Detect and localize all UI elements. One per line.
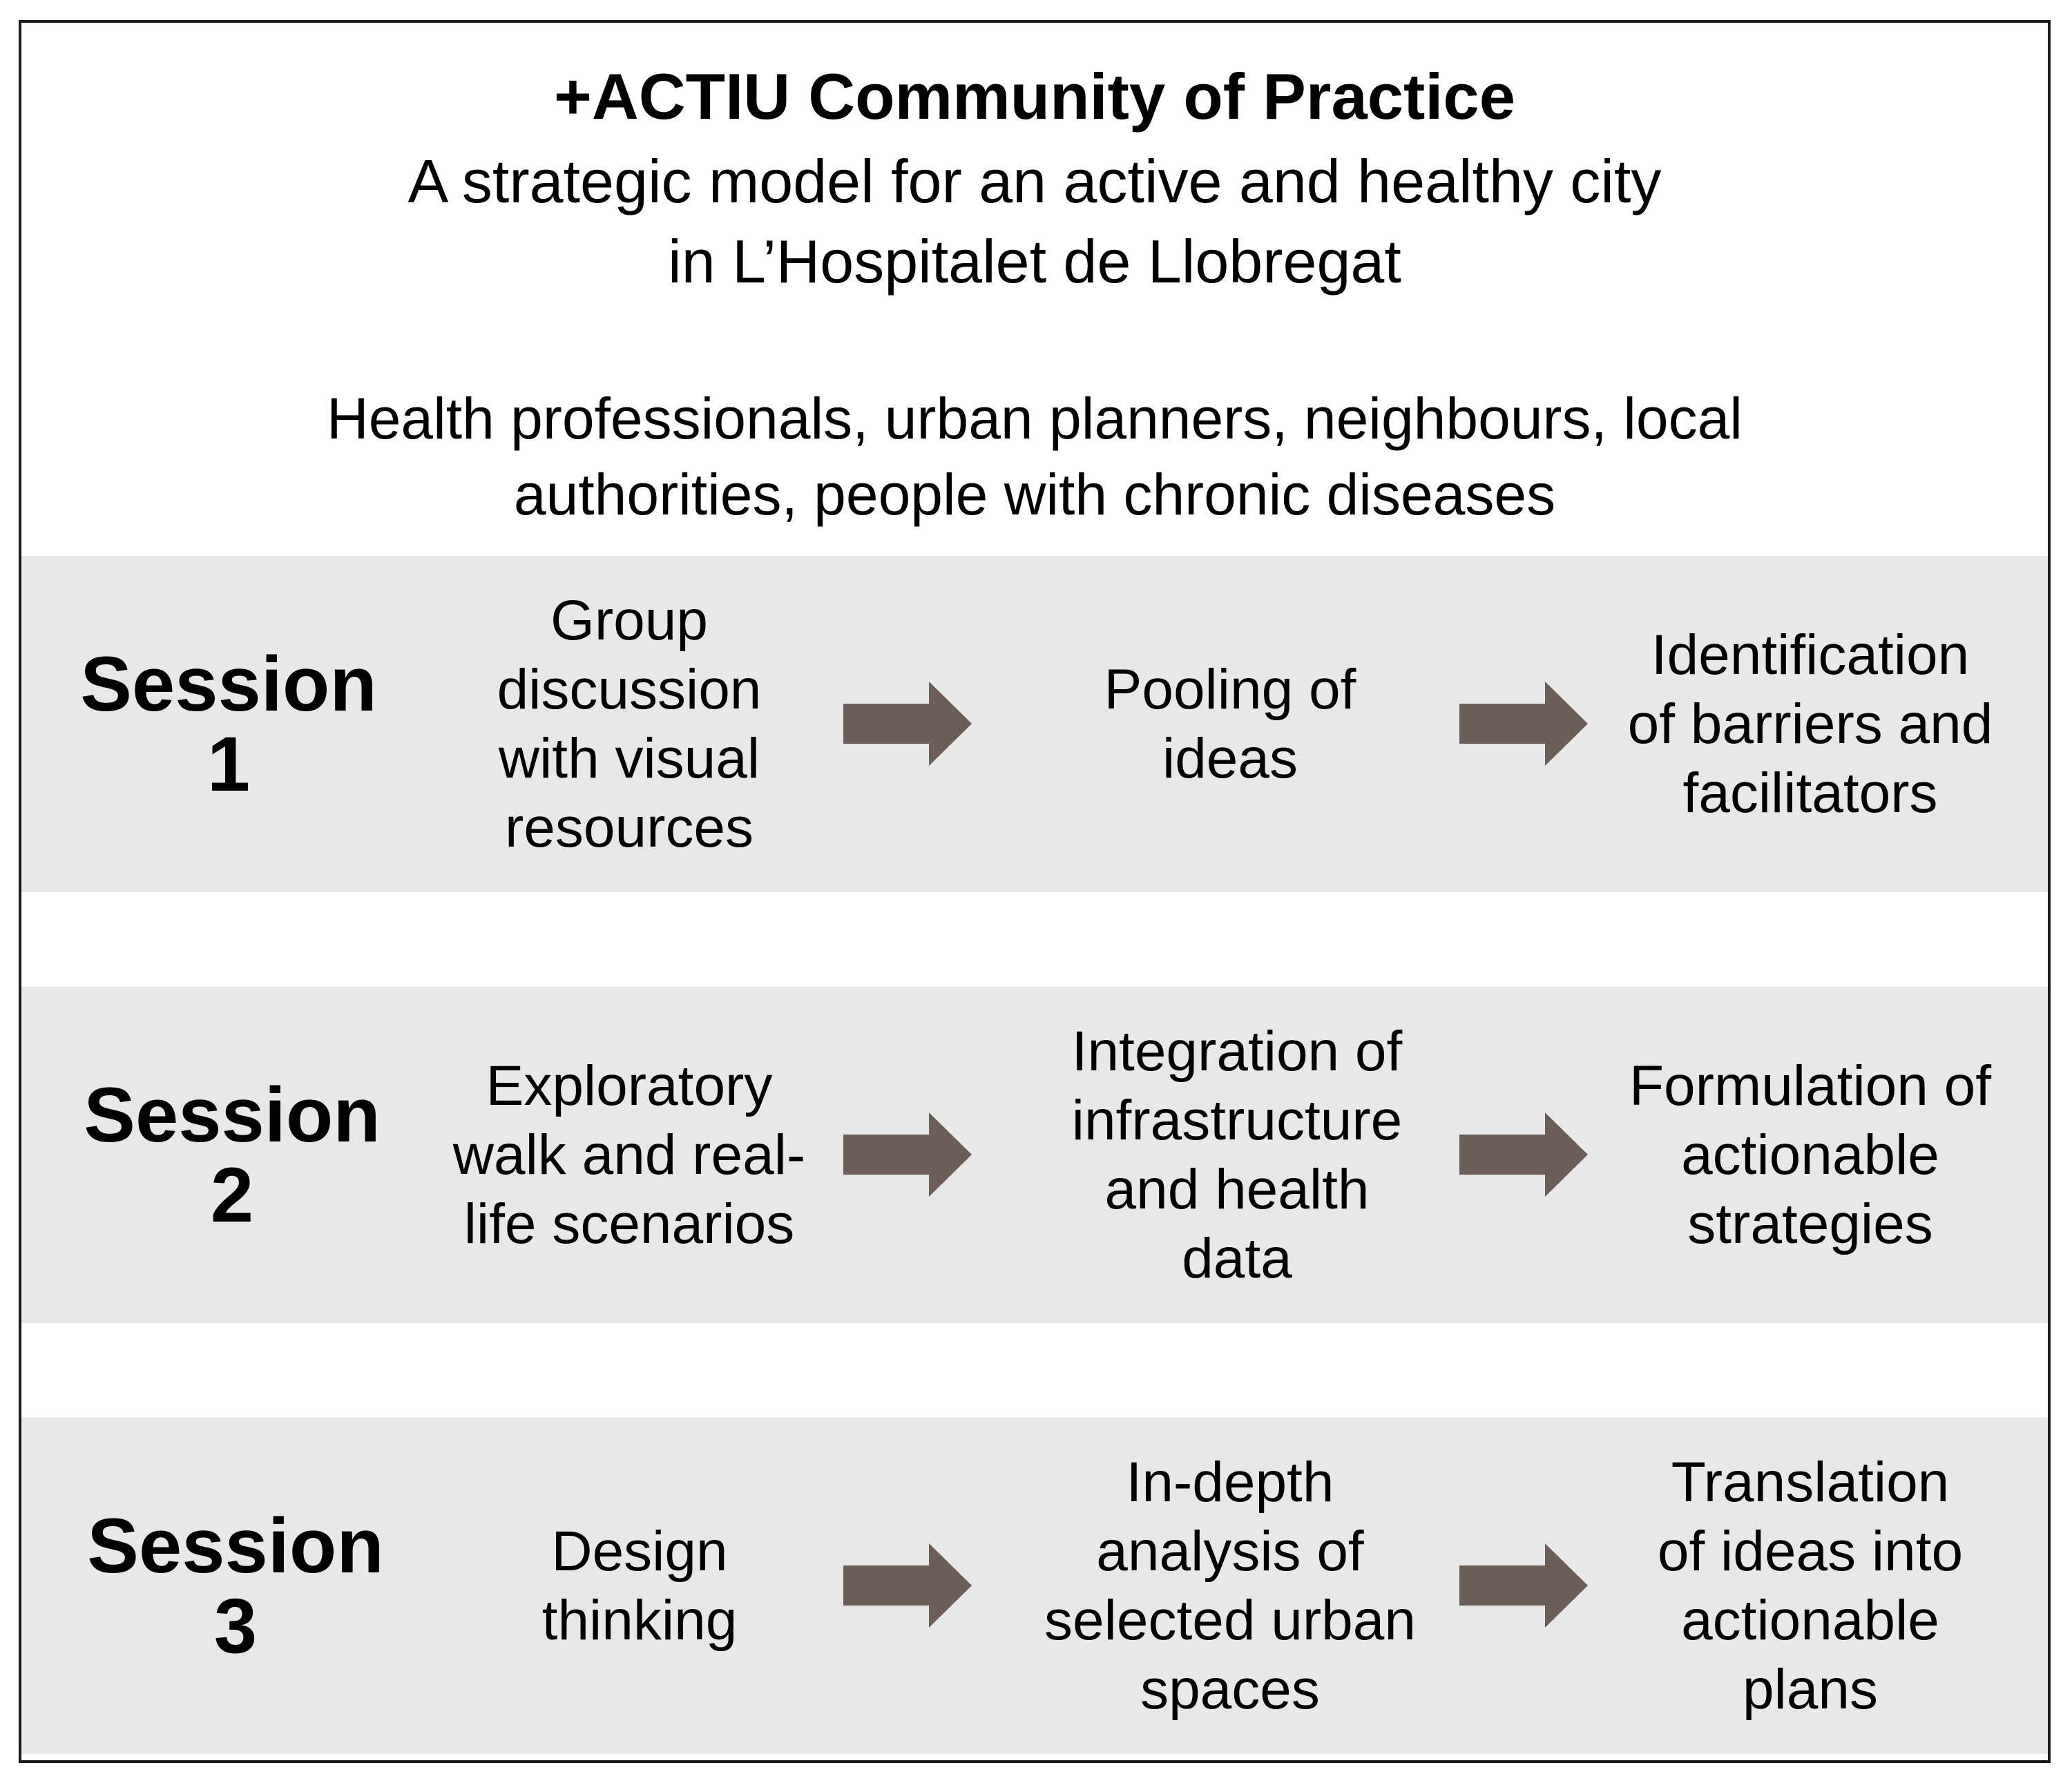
session-1-band [21,556,2048,892]
session-1-step-2: Pooling of ideas [1104,657,1356,790]
session-3-step-1: Design thinking [541,1519,738,1652]
right-arrow-icon [1459,682,1588,766]
session-2-step-1: Exploratory walk and real- life scenarios [452,1054,806,1255]
session-3-band [21,1418,2048,1754]
session-1-step-3: Identification of barriers and facilitators [1627,623,1993,825]
right-arrow-icon [1459,1112,1588,1197]
session-2-step-2: Integration of infrastructure and health data [1071,1019,1403,1290]
session-1-label: Session 1 [80,640,377,807]
right-arrow-icon [843,682,972,766]
diagram-subtitle: A strategic model for an active and healthy city in L’Hospitalet de Llobregat [407,147,1662,296]
right-arrow-icon [843,1543,972,1628]
session-3-label: Session 3 [87,1502,384,1669]
diagram-frame [19,20,2051,1763]
right-arrow-icon [843,1112,972,1197]
session-2-step-3: Formulation of actionable strategies [1629,1054,1992,1255]
session-2-label: Session 2 [84,1071,381,1238]
diagram-title: +ACTIU Community of Practice [554,60,1515,133]
right-arrow-icon [1459,1543,1588,1628]
session-3-step-2: In-depth analysis of selected urban spaces [1044,1450,1416,1721]
session-1-step-1: Group discussion with visual resources [497,588,762,859]
participants-text: Health professionals, urban planners, neighbours, local authorities, people with chronic diseases [327,386,1743,527]
session-3-step-3: Translation of ideas into actionable plans [1657,1450,1964,1721]
session-2-band [21,987,2048,1323]
